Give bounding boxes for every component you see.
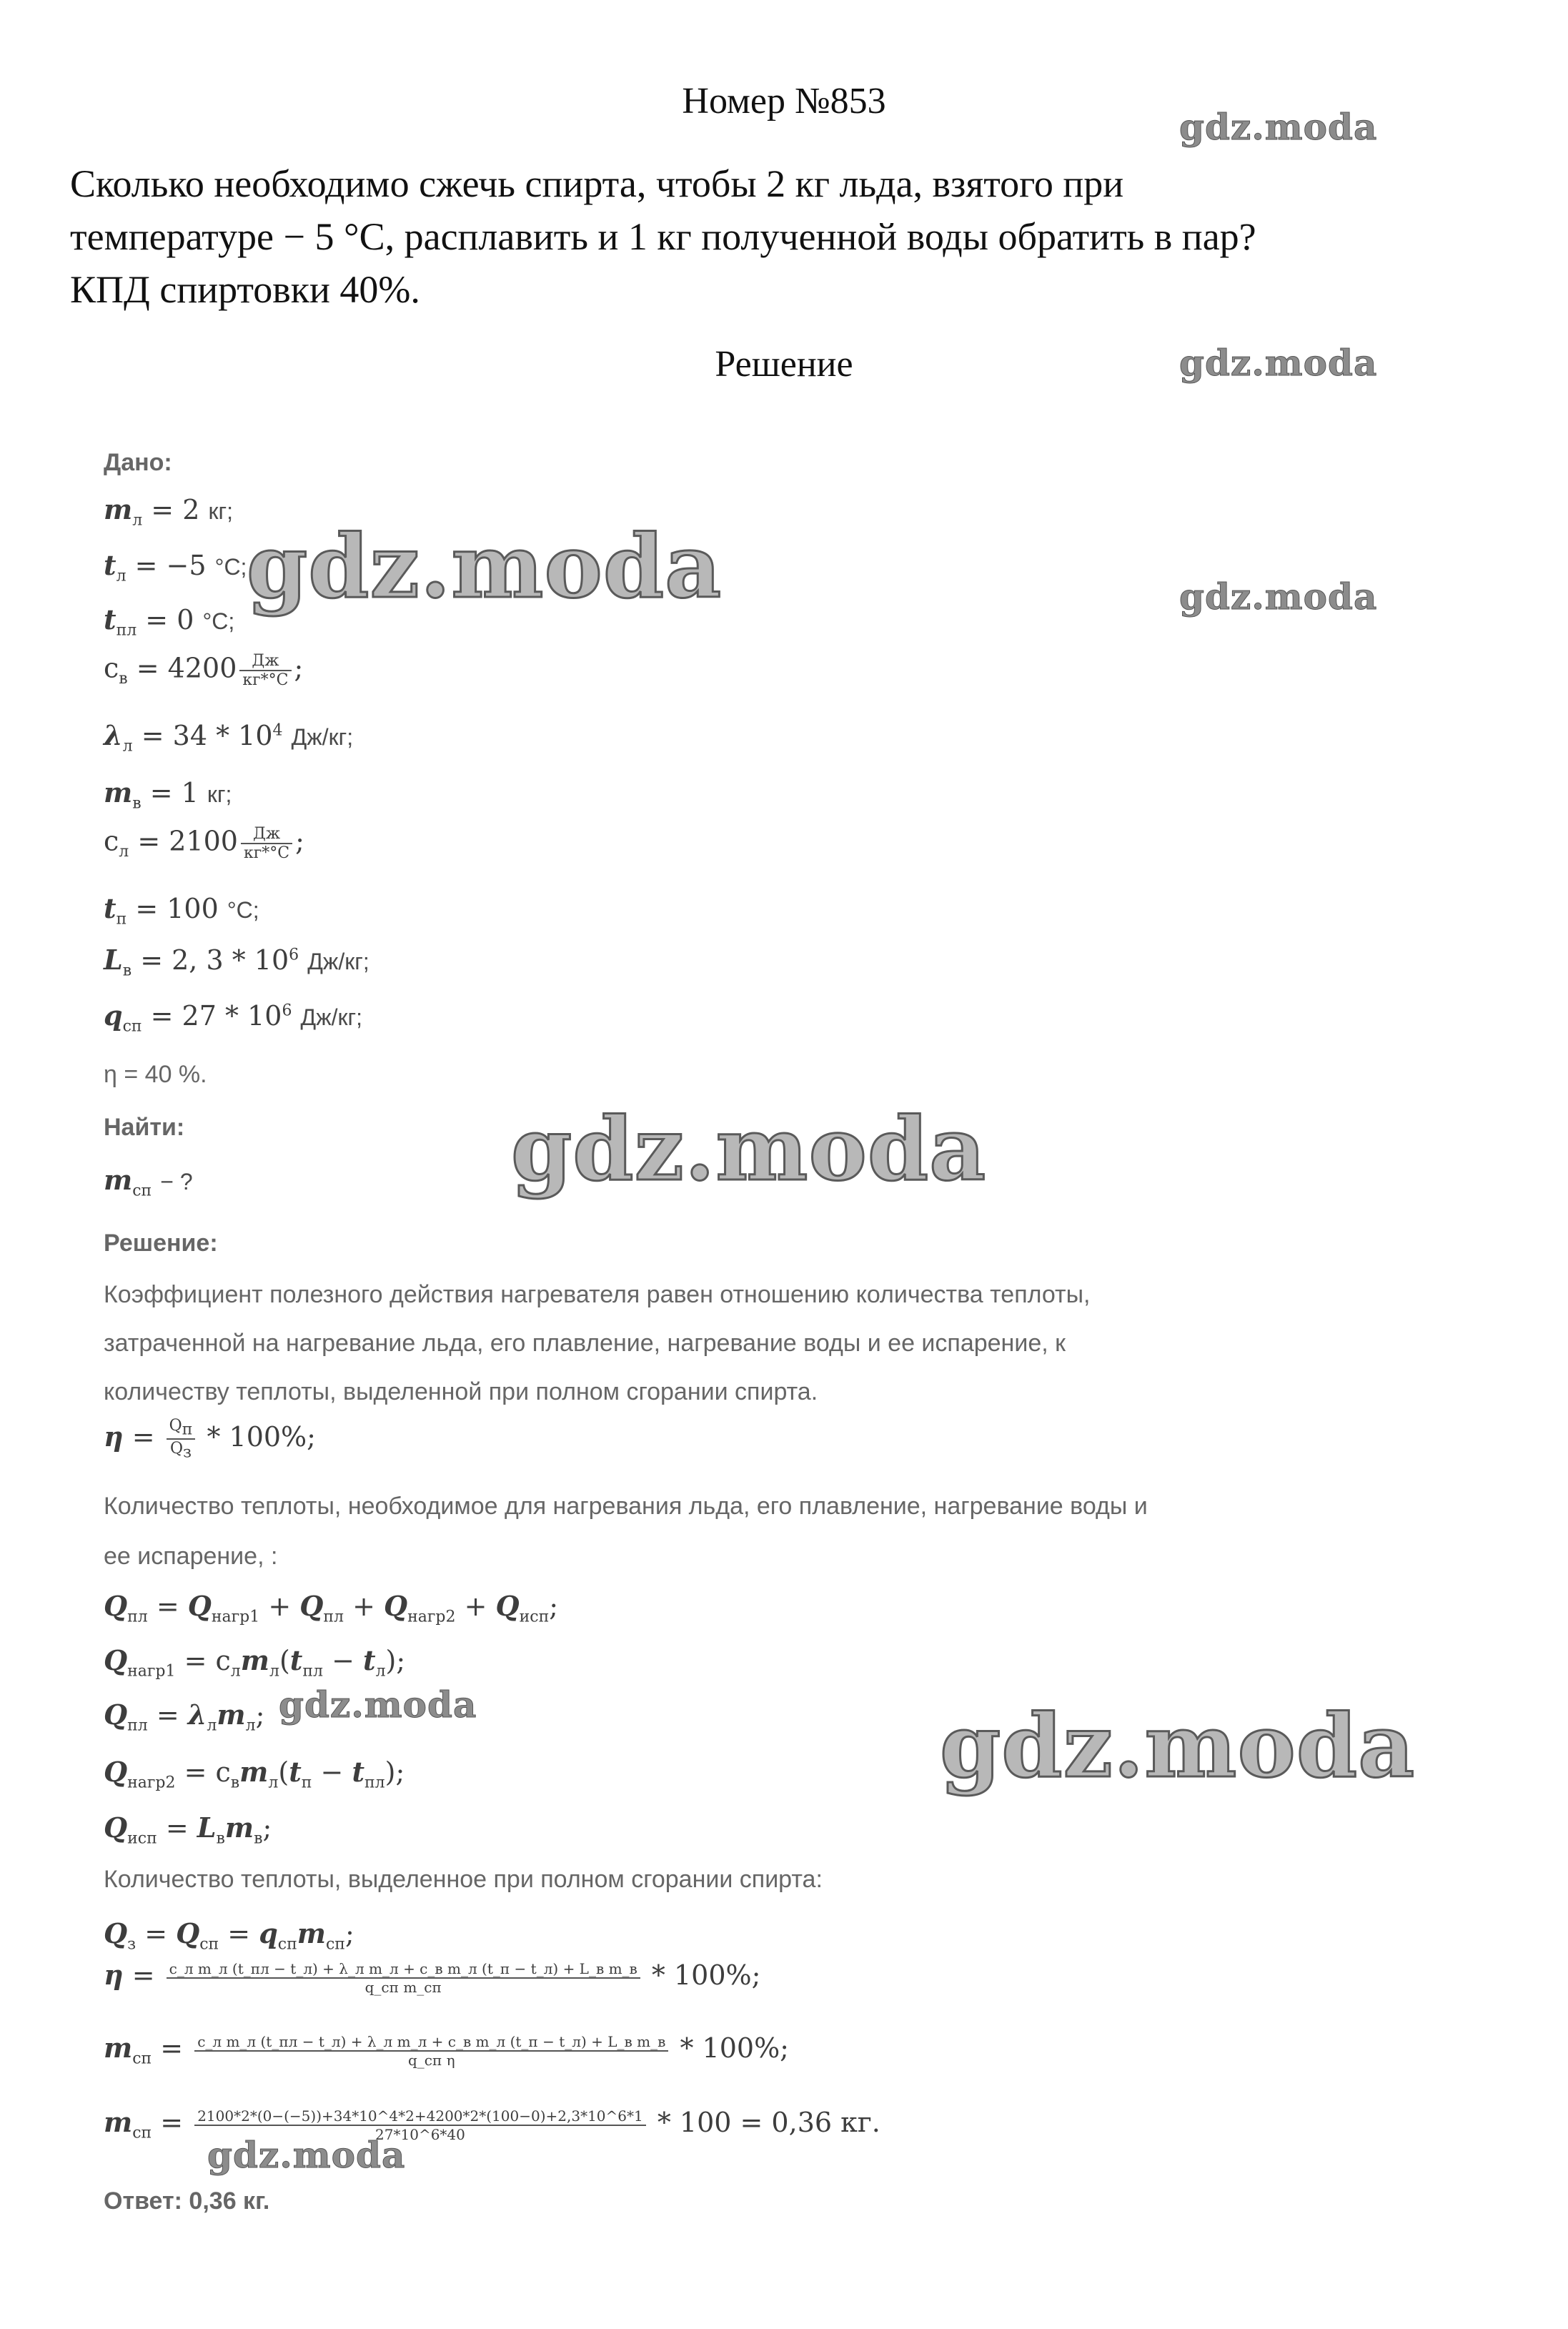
solution-text: количеству теплоты, выделенной при полном сгорании спирта. — [104, 1378, 818, 1405]
given-line: $m_л = 2$ кг; — [104, 493, 234, 530]
formula-combustion: $Q_з = Q_{сп} = q_{сп}m_{сп}$; — [104, 1917, 354, 1954]
problem-line: Сколько необходимо сжечь спирта, чтобы 2 кг льда, взятого при — [70, 162, 1124, 205]
formula-evaporation: $Q_{исп} = L_вm_в$; — [104, 1811, 272, 1848]
watermark-logo: gdz.moda — [207, 2134, 406, 2176]
watermark-logo: gdz.moda — [1179, 575, 1378, 618]
solution-text: ее испарение, : — [104, 1543, 278, 1570]
given-line: $t_л = -5$ °С; — [104, 549, 247, 585]
solution-text: Коэффициент полезного действия нагревателя равен отношению количества теплоты, — [104, 1281, 1091, 1308]
given-line: η = 40 %. — [104, 1061, 207, 1088]
given-label: Дано: — [104, 449, 172, 476]
formula-heat-sum: $Q_{пл} = Q_{нагр1} + Q_{пл} + Q_{нагр2} + Q_{исп}$; — [104, 1590, 559, 1626]
solution-label: Решение: — [104, 1230, 218, 1257]
given-line: $t_{пл} = 0$ °С; — [104, 603, 235, 640]
formula-eta: η = $\frac{Q_п}{Q_з}$ * 100%; — [104, 1417, 316, 1462]
given-line: $m_в = 1$ кг; — [104, 776, 232, 813]
problem-statement — [70, 157, 1499, 316]
problem-number-title: Номер №853 — [682, 81, 886, 122]
find-line: $m_{сп}$ − ? — [104, 1164, 193, 1200]
solution-text: затраченной на нагревание льда, его плавление, нагревание воды и ее испарение, к — [104, 1330, 1066, 1357]
given-line: $\lambda_л = 34 * 10^4$ Дж/кг; — [104, 719, 354, 756]
watermark-logo: gdz.moda — [279, 1683, 477, 1726]
solution-title: Решение — [715, 344, 853, 385]
solution-text: Количество теплоты, выделенное при полном сгорании спирта: — [104, 1866, 823, 1893]
watermark-logo: gdz.moda — [247, 515, 723, 618]
find-label: Найти: — [104, 1114, 185, 1141]
watermark-logo: gdz.moda — [1179, 342, 1378, 384]
given-line: $L_в = 2$, $3 * 10^6$ Дж/кг; — [104, 944, 369, 980]
watermark-logo: gdz.moda — [511, 1097, 987, 1200]
problem-line: КПД спиртовки 40%. — [70, 268, 420, 311]
given-line: $q_{сп} = 27 * 10^6$ Дж/кг; — [104, 999, 363, 1036]
watermark-logo: gdz.moda — [1179, 106, 1378, 148]
formula-mass-numeric: $m_{сп}$ = $\frac{2100*2*(0-(-5))+34*10\^{}4*2+4200*2*(100-0)+2,3*10\^{}6*1}{27*10\^{}6*40}$ * 100 = 0,36 кг. — [104, 2106, 880, 2143]
problem-line: температуре − 5 °С, расплавить и 1 кг полученной воды обратить в пар? — [70, 215, 1256, 258]
solution-text: Количество теплоты, необходимое для нагревания льда, его плавление, нагревание воды и — [104, 1493, 1148, 1520]
formula-heat-water: $Q_{нагр2} = c_вm_л(t_п - t_{пл})$; — [104, 1756, 405, 1792]
given-line: $c_в = 4200$ $\frac{Дж}{кг*^\circ С}$ ; — [104, 652, 304, 689]
formula-heat-ice: $Q_{нагр1} = c_лm_л(t_{пл} - t_л)$; — [104, 1644, 406, 1681]
formula-eta-full: η = c_л m_л (t_пл − t_л) + λ_л m_л + c_в m_л (t_п − t_л) + L_в m_в q_сп m_сп * 100%; — [104, 1959, 761, 1996]
formula-melting: $Q_{пл} = \lambda_лm_л$; — [104, 1698, 265, 1735]
answer: Ответ: 0,36 кг. — [104, 2187, 270, 2215]
given-line: $t_п = 100$ °С; — [104, 892, 259, 929]
watermark-logo: gdz.moda — [940, 1694, 1416, 1797]
formula-mass-full: $m_{сп}$ = c_л m_л (t_пл − t_л) + λ_л m_л + c_в m_л (t_п − t_л) + L_в m_в q_сп η * 100%; — [104, 2032, 789, 2069]
given-line: $c_л = 2100$ $\frac{Дж}{кг*^\circ С}$ ; — [104, 825, 304, 862]
